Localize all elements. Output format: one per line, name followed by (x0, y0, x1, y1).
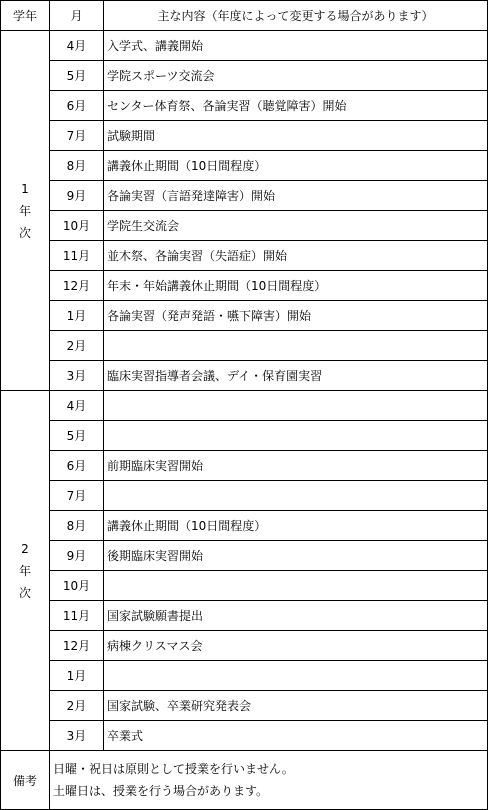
table-row (1, 331, 488, 361)
content-cell: 各論実習（発声発語・嚥下障害）開始 (104, 301, 488, 331)
month-cell: 12月 (50, 631, 104, 661)
table-row (1, 691, 488, 721)
year2-label-cell (1, 391, 50, 751)
month-cell: 6月 (50, 91, 104, 121)
table-row (1, 481, 488, 511)
table-row (1, 301, 488, 331)
content-cell: 病棟クリスマス会 (104, 631, 488, 661)
month-cell: 5月 (50, 421, 104, 451)
table-row (1, 271, 488, 301)
table-row (1, 361, 488, 391)
content-cell (104, 331, 488, 361)
month-cell: 3月 (50, 361, 104, 391)
month-cell: 4月 (50, 391, 104, 421)
month-cell: 6月 (50, 451, 104, 481)
notes-content (50, 751, 488, 810)
content-cell: 入学式、講義開始 (104, 31, 488, 61)
header-content: 主な内容（年度によって変更する場合があります） (104, 1, 488, 31)
content-cell: 試験期間 (104, 121, 488, 151)
notes-row (1, 751, 488, 810)
content-cell: 学院生交流会 (104, 211, 488, 241)
month-cell: 10月 (50, 211, 104, 241)
table-row (1, 631, 488, 661)
content-cell (104, 571, 488, 601)
month-cell: 4月 (50, 31, 104, 61)
content-cell (104, 421, 488, 451)
table-row (1, 451, 488, 481)
notes-line1: 日曜・祝日は原則として授業を行いません。 (53, 762, 294, 776)
month-cell: 3月 (50, 721, 104, 751)
content-cell: 国家試験願書提出 (104, 601, 488, 631)
table-row (1, 181, 488, 211)
table-row (1, 211, 488, 241)
month-cell: 2月 (50, 331, 104, 361)
content-cell: センター体育祭、各論実習（聴覚障害）開始 (104, 91, 488, 121)
content-cell: 国家試験、卒業研究発表会 (104, 691, 488, 721)
content-cell: 学院スポーツ交流会 (104, 61, 488, 91)
month-cell: 7月 (50, 481, 104, 511)
header-row (1, 1, 488, 31)
table-row (1, 61, 488, 91)
table-row (1, 391, 488, 421)
table-row (1, 601, 488, 631)
year1-label-year: 年 (18, 203, 31, 218)
content-cell (104, 481, 488, 511)
content-cell (104, 391, 488, 421)
year2-label-next: 次 (18, 585, 31, 600)
content-cell: 各論実習（言語発達障害）開始 (104, 181, 488, 211)
month-cell: 1月 (50, 661, 104, 691)
month-cell: 1月 (50, 301, 104, 331)
year1-label-cell (1, 31, 50, 391)
month-cell: 7月 (50, 121, 104, 151)
header-grade: 学年 (1, 1, 50, 31)
content-cell: 年末・年始講義休止期間（10日間程度） (104, 271, 488, 301)
table-row (1, 421, 488, 451)
month-cell: 11月 (50, 241, 104, 271)
table-row (1, 721, 488, 751)
content-cell: 並木祭、各論実習（失語症）開始 (104, 241, 488, 271)
table-row (1, 31, 488, 61)
year2-label-year: 年 (18, 563, 31, 578)
table-row (1, 661, 488, 691)
month-cell: 9月 (50, 541, 104, 571)
year1-label-num: 1 (21, 181, 29, 196)
month-cell: 9月 (50, 181, 104, 211)
content-cell: 後期臨床実習開始 (104, 541, 488, 571)
table-row (1, 241, 488, 271)
year1-label-next: 次 (18, 225, 31, 240)
content-cell: 臨床実習指導者会議、デイ・保育園実習 (104, 361, 488, 391)
month-cell: 8月 (50, 151, 104, 181)
notes-line2: 土曜日は、授業を行う場合があります。 (53, 784, 269, 798)
content-cell: 講義休止期間（10日間程度） (104, 151, 488, 181)
table-row (1, 571, 488, 601)
content-cell (104, 661, 488, 691)
month-cell: 8月 (50, 511, 104, 541)
month-cell: 10月 (50, 571, 104, 601)
month-cell: 12月 (50, 271, 104, 301)
year2-label-num: 2 (21, 541, 29, 556)
notes-label: 備考 (1, 751, 50, 810)
table-row (1, 541, 488, 571)
table-row (1, 151, 488, 181)
month-cell: 5月 (50, 61, 104, 91)
content-cell: 前期臨床実習開始 (104, 451, 488, 481)
table-row (1, 511, 488, 541)
month-cell: 11月 (50, 601, 104, 631)
header-month: 月 (50, 1, 104, 31)
content-cell: 卒業式 (104, 721, 488, 751)
table-row (1, 91, 488, 121)
table-row (1, 121, 488, 151)
content-cell: 講義休止期間（10日間程度） (104, 511, 488, 541)
month-cell: 2月 (50, 691, 104, 721)
